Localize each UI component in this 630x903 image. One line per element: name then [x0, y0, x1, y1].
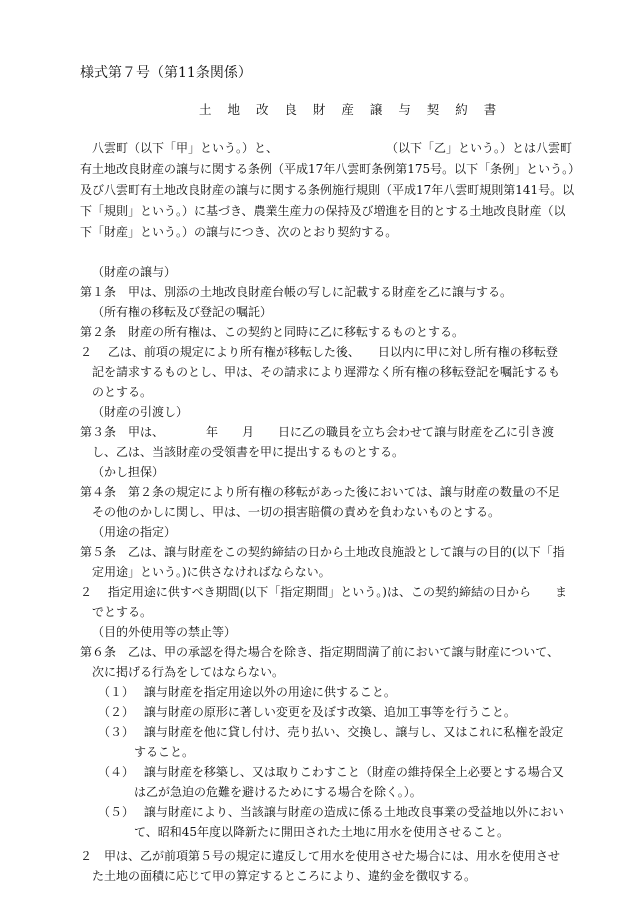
- article-5-heading: （用途の指定）: [92, 525, 177, 539]
- article-6-item-4: （４） 譲与財産を移築し、又は取りこわすこと（財産の維持保全上必要とする場合又: [98, 765, 564, 779]
- article-6-item-5: て、昭和45年度以降新たに開田された土地に用水を使用させること。: [134, 825, 510, 839]
- article-6-paragraph-2: た土地の面積に応じて甲の算定するところにより、違約金を徴収する。: [92, 869, 477, 883]
- preamble-line: 及び八雲町有土地改良財産の譲与に関する条例施行規則（平成17年八雲町規則第141号。以: [80, 183, 575, 197]
- article-1-text: 第１条 甲は、別添の土地改良財産台帳の写しに記載する財産を乙に譲与する。: [80, 285, 513, 299]
- article-2-paragraph-2: 記を請求するものとし、甲は、その請求により遅滞なく所有権の移転登記を嘱託するも: [92, 365, 561, 379]
- form-number: 様式第７号（第11条関係）: [80, 65, 252, 81]
- article-3-text: し、乙は、当該財産の受領書を甲に提出するものとする。: [92, 445, 405, 459]
- article-6-item-2: （２） 譲与財産の原形に著しい変更を及ぼす改築、追加工事等を行うこと。: [98, 705, 516, 719]
- document-title: 土 地 改 良 財 産 譲 与 契 約 書: [199, 102, 503, 117]
- article-5-paragraph-2: でとする。: [92, 605, 153, 619]
- article-2-paragraph-2: ２ 乙は、前項の規定により所有権が移転した後、 日以内に甲に対し所有権の移転登: [80, 345, 558, 359]
- article-2-paragraph-2: のとする。: [92, 385, 153, 399]
- article-6-paragraph-2: ２ 甲は、乙が前項第５号の規定に違反して用水を使用させた場合には、用水を使用させ: [80, 849, 561, 863]
- preamble-line: 有土地改良財産の譲与に関する条例（平成17年八雲町条例第175号。以下「条例」という。）: [80, 162, 581, 176]
- preamble-line: 八雲町（以下「甲」という。）と、 （以下「乙」という。）とは八雲町: [80, 141, 573, 155]
- article-4-text: 第４条 第２条の規定により所有権の移転があった後においては、譲与財産の数量の不足: [80, 485, 560, 499]
- article-6-item-3: すること。: [134, 745, 195, 759]
- article-5-text: 第５条 乙は、譲与財産をこの契約締結の日から土地改良施設として譲与の目的(以下「指: [80, 545, 565, 559]
- article-6-item-4: は乙が急迫の危難を避けるためにする場合を除く。）。: [134, 785, 422, 799]
- article-3-text: 第３条 甲は、 年 月 日に乙の職員を立ち会わせて譲与財産を乙に引き渡: [80, 425, 555, 439]
- article-6-text: 第６条 乙は、甲の承認を得た場合を除き、指定期間満了前において譲与財産について、: [80, 645, 560, 659]
- article-4-heading: （かし担保）: [92, 465, 165, 479]
- article-5-text: 定用途」という。)に供さなければならない。: [92, 565, 331, 579]
- preamble-line: 下「財産」という。）の譲与につき、次のとおり契約する。: [80, 225, 398, 239]
- article-6-heading: （目的外使用等の禁止等）: [92, 625, 237, 639]
- article-2-text: 第２条 財産の所有権は、この契約と同時に乙に移転するものとする。: [80, 325, 465, 339]
- article-5-paragraph-2: ２ 指定用途に供すべき期間(以下「指定期間」という。)は、この契約締結の日から ま: [80, 585, 567, 599]
- article-4-text: その他のかしに関し、甲は、一切の損害賠償の責めを負わないものとする。: [92, 505, 501, 519]
- article-6-item-5: （５） 譲与財産により、当該譲与財産の造成に係る土地改良事業の受益地以外におい: [98, 805, 564, 819]
- article-6-item-3: （３） 譲与財産を他に貸し付け、売り払い、交換し、譲与し、又はこれに私権を設定: [98, 725, 564, 739]
- article-3-heading: （財産の引渡し）: [92, 405, 189, 419]
- article-6-item-1: （１） 譲与財産を指定用途以外の用途に供すること。: [98, 685, 396, 699]
- article-1-heading: （財産の譲与）: [92, 265, 177, 279]
- article-2-heading: （所有権の移転及び登記の嘱託）: [92, 305, 273, 319]
- article-6-text: 次に掲げる行為をしてはならない。: [92, 665, 285, 679]
- preamble-line: 下「規則」という。）に基づき、農業生産力の保持及び増進を目的とする土地改良財産（以: [80, 204, 566, 218]
